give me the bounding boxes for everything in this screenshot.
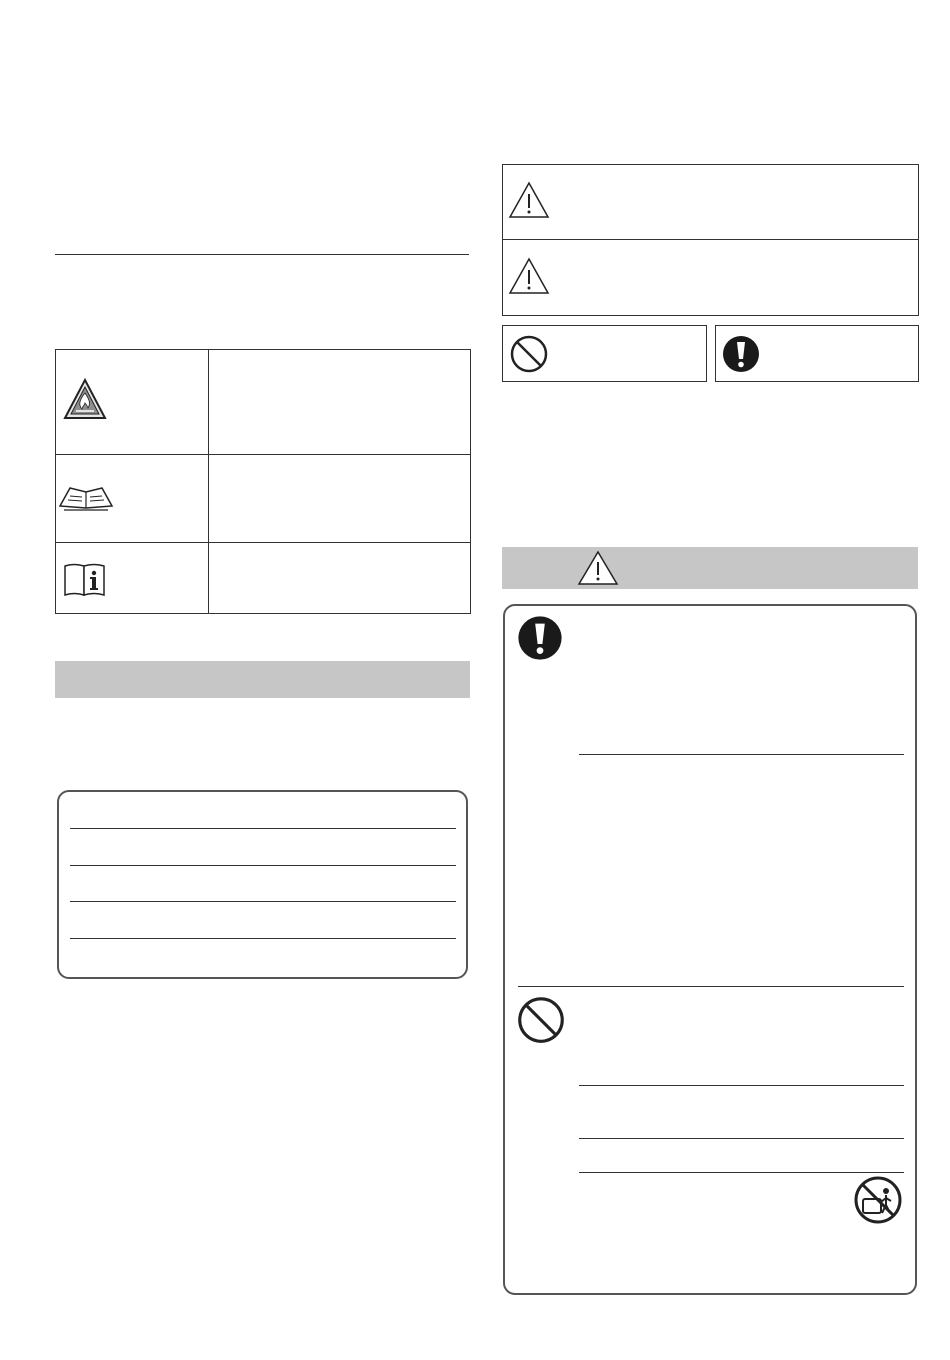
symbol-table-row-line xyxy=(55,454,471,455)
prohibition-icon xyxy=(516,995,566,1045)
mandatory-action-icon xyxy=(516,614,564,662)
read-manual-icon xyxy=(58,482,114,512)
section-heading-band xyxy=(55,661,470,698)
panel-rule xyxy=(579,1138,904,1139)
caution-triangle-icon xyxy=(508,257,550,295)
panel-rule xyxy=(579,1085,904,1086)
warning-heading-band xyxy=(502,547,918,589)
signal-word-box-caution xyxy=(502,239,919,316)
info-box-line xyxy=(70,865,456,866)
info-box-line xyxy=(70,901,456,902)
signal-word-box-warning xyxy=(502,164,919,240)
warning-triangle-icon xyxy=(508,181,550,219)
panel-rule xyxy=(579,1172,904,1173)
left-top-rule xyxy=(55,254,469,255)
info-box-line xyxy=(70,938,456,939)
mandatory-action-icon xyxy=(721,334,761,374)
symbol-table-divider xyxy=(208,349,209,614)
prohibition-icon xyxy=(509,334,549,374)
info-box xyxy=(57,790,468,979)
symbol-table xyxy=(55,349,471,614)
flammable-material-warning-icon xyxy=(63,378,107,420)
info-box-line xyxy=(70,828,456,829)
symbol-table-row-line xyxy=(55,542,471,543)
panel-rule xyxy=(579,754,904,755)
no-children-climbing-icon xyxy=(853,1175,903,1225)
information-manual-icon xyxy=(62,562,108,598)
panel-section-divider xyxy=(518,986,904,987)
warning-triangle-icon xyxy=(577,550,619,586)
